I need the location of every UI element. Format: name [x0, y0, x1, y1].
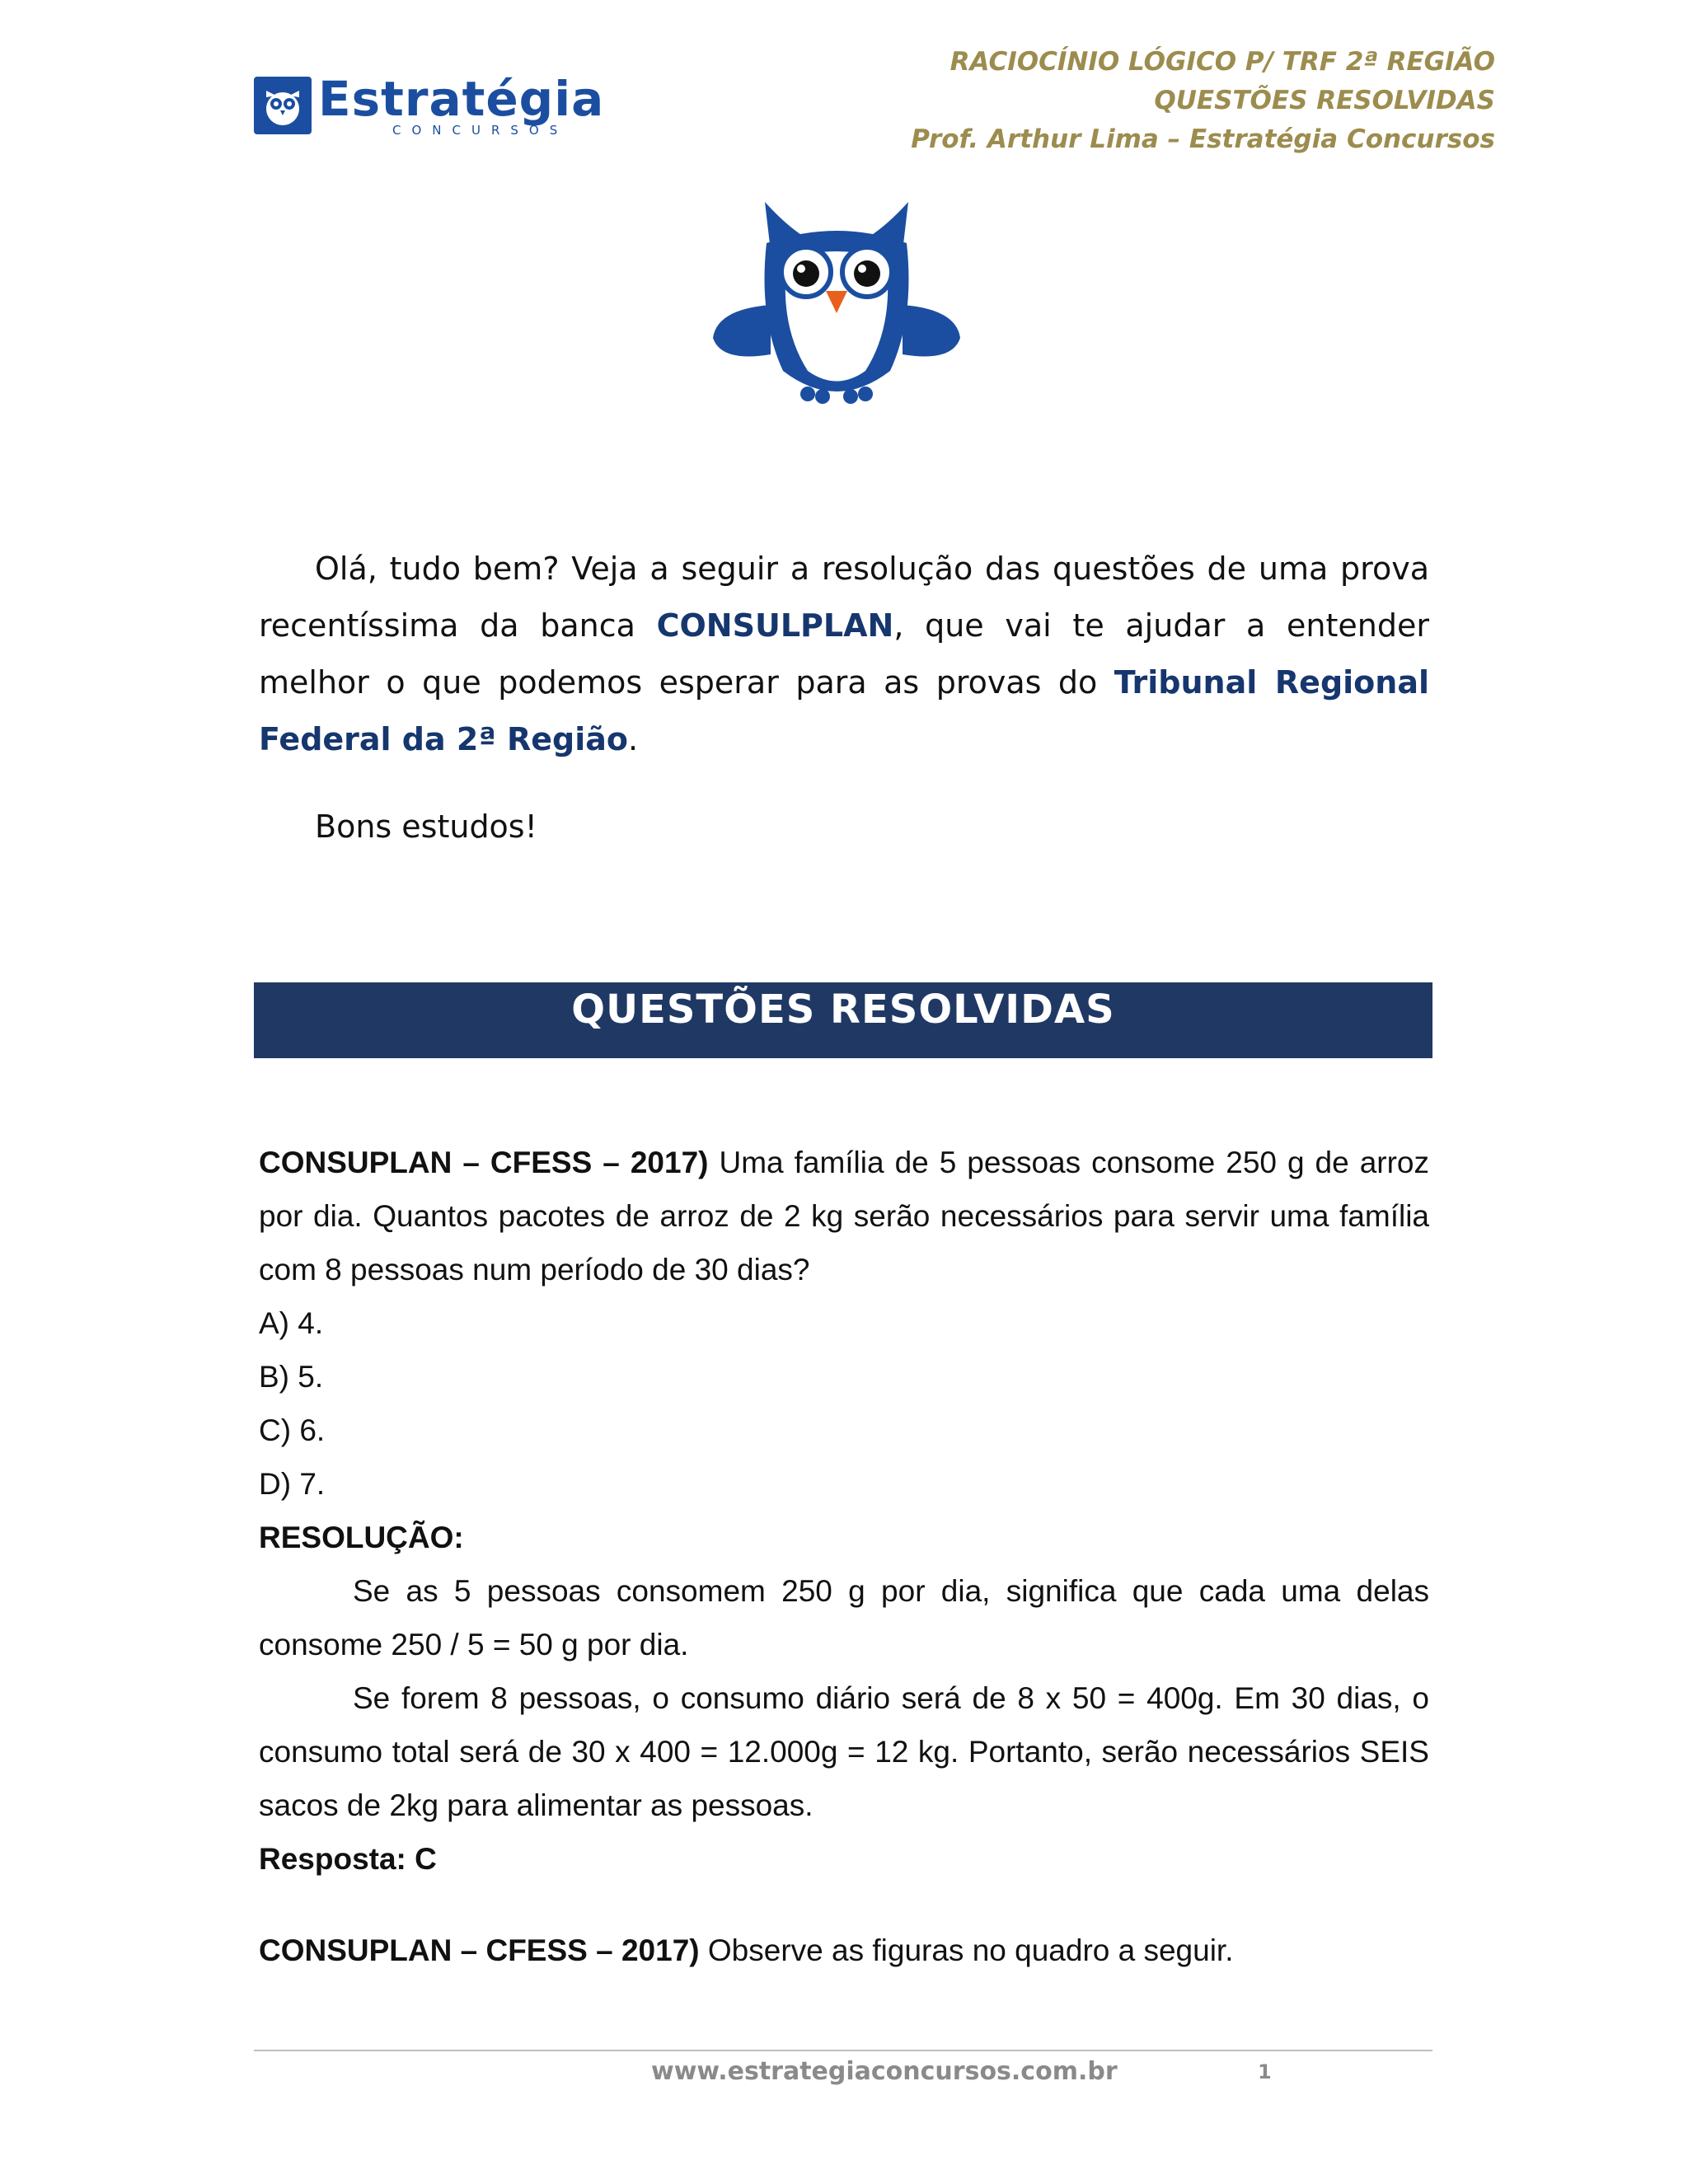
- greeting-text: Bons estudos!: [315, 808, 537, 845]
- resolution-paragraph-1: [259, 1564, 1429, 1671]
- question-2-statement: [259, 1924, 1429, 1977]
- resolution-paragraph-2: [259, 1671, 1429, 1832]
- question-1-source: CONSUPLAN – CFESS – 2017): [259, 1146, 709, 1179]
- brand-logo: [254, 71, 605, 138]
- question-1-text: Uma família de 5 pessoas consome 250 g de arroz por dia. Quantos pacotes de arroz de 2 kg serão necessários para servir uma família com 8 pessoas num período de 30 dias?: [259, 1146, 1429, 1286]
- question-2: [259, 1924, 1429, 1977]
- owl-mascot-icon: [709, 194, 964, 408]
- intro-text-b: , que vai te ajudar a entender melhor o que podemos esperar para as provas do: [259, 607, 1429, 701]
- resolution-label: RESOLUÇÃO:: [259, 1521, 464, 1554]
- question-2-text: Observe as figuras no quadro a seguir.: [699, 1933, 1234, 1967]
- option-d: D) 7.: [259, 1467, 326, 1501]
- intro-text-a: Olá, tudo bem? Veja a seguir a resolução das questões de uma prova recentíssima da banca: [259, 551, 1429, 644]
- footer-divider: [254, 2050, 1432, 2051]
- logo-subtitle: CONCURSOS: [392, 123, 569, 138]
- intro-text-c: .: [627, 721, 639, 757]
- footer-url[interactable]: www.estrategiaconcursos.com.br: [651, 2057, 1118, 2086]
- resolution-text-1: Se as 5 pessoas consomem 250 g por dia, significa que cada uma delas consome 250 / 5 = 50 g por dia.: [259, 1574, 1429, 1661]
- intro-greeting: [259, 799, 1429, 855]
- header-section: QUESTÕES RESOLVIDAS: [1154, 86, 1495, 115]
- header-course: RACIOCÍNIO LÓGICO P/ TRF 2ª REGIÃO: [950, 47, 1495, 77]
- option-b: B) 5.: [259, 1360, 324, 1394]
- document-header: [911, 43, 1495, 159]
- resolution-text-2: Se forem 8 pessoas, o consumo diário será de 8 x 50 = 400g. Em 30 dias, o consumo total será de 30 x 400 = 12.000g = 12 kg. Portanto, serão necessários SEIS sacos de 2kg para alimentar as pessoas.: [259, 1681, 1429, 1822]
- header-author: Prof. Arthur Lima – Estratégia Concursos: [911, 124, 1495, 154]
- owl-logo-icon: [254, 77, 312, 134]
- logo-name: Estratégia: [318, 71, 605, 127]
- option-a: A) 4.: [259, 1306, 324, 1340]
- intro-paragraph: [259, 541, 1429, 768]
- question-1: [259, 1136, 1429, 1886]
- page-number: 1: [1258, 2060, 1272, 2083]
- intro-highlight-tribunal: Tribunal Regional Federal da 2ª Região: [259, 664, 1429, 757]
- question-1-statement: [259, 1136, 1429, 1296]
- question-2-source: CONSUPLAN – CFESS – 2017): [259, 1933, 700, 1967]
- section-banner: QUESTÕES RESOLVIDAS: [254, 982, 1432, 1058]
- intro-highlight-banca: CONSULPLAN: [656, 607, 894, 644]
- option-c: C) 6.: [259, 1413, 326, 1447]
- answer: Resposta: C: [259, 1842, 437, 1876]
